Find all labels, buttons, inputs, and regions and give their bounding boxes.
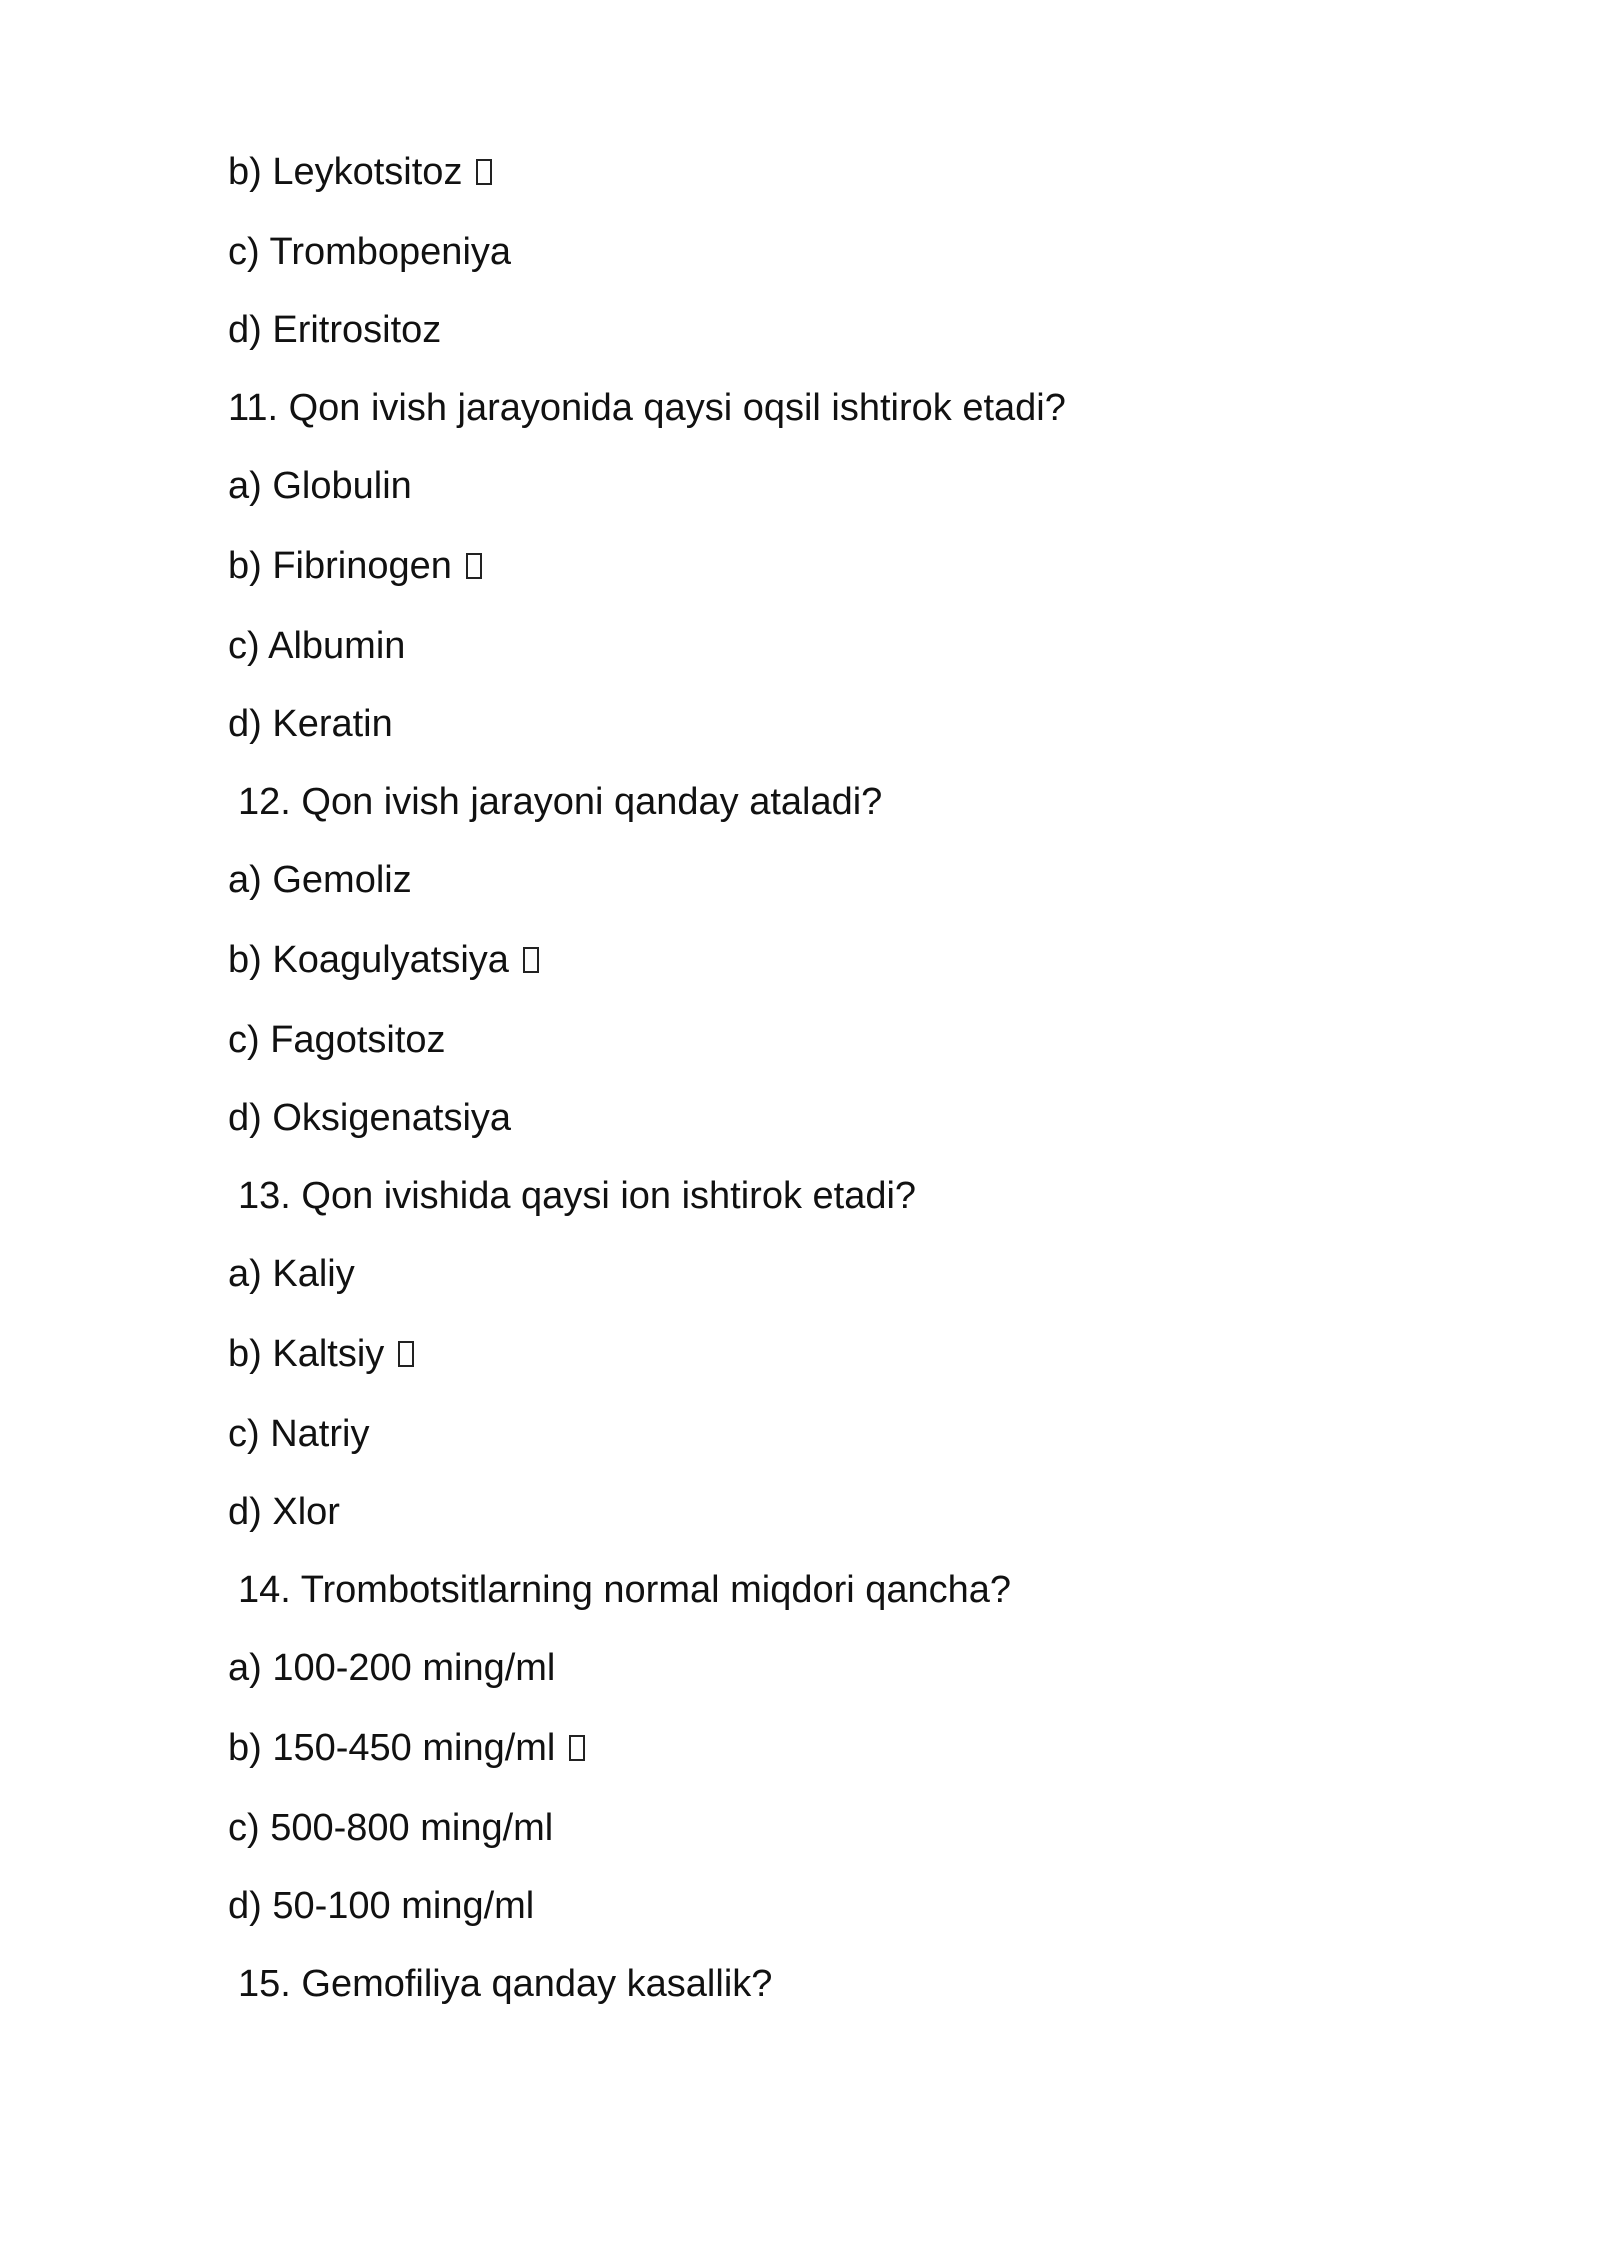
answer-text: b) Kaltsiy <box>228 1333 385 1375</box>
answer-option <box>228 306 1428 354</box>
answer-text: c) 500-800 ming/ml <box>228 1807 554 1849</box>
answer-option <box>228 936 1428 984</box>
answer-text: c) Fagotsitoz <box>228 1019 446 1061</box>
answer-text: b) Fibrinogen <box>228 545 452 587</box>
answer-option <box>228 1094 1428 1142</box>
answer-option <box>228 148 1428 196</box>
question-text: 11. Qon ivish jarayonida qaysi oqsil ishtirok etadi? <box>228 387 1066 429</box>
answer-option <box>228 700 1428 748</box>
answer-marker-icon <box>569 1735 585 1761</box>
answer-option <box>228 228 1428 276</box>
answer-option <box>228 1644 1428 1692</box>
answer-text: d) Oksigenatsiya <box>228 1097 512 1139</box>
answer-text: a) Kaliy <box>228 1253 355 1295</box>
answer-marker-icon <box>398 1341 414 1367</box>
answer-option <box>228 856 1428 904</box>
answer-text: c) Trombopeniya <box>228 231 512 273</box>
answer-option <box>228 462 1428 510</box>
question-line <box>228 1172 1428 1220</box>
answer-text: b) Leykotsitoz <box>228 151 463 193</box>
answer-option <box>228 542 1428 590</box>
answer-option <box>228 1804 1428 1852</box>
question-text: 13. Qon ivishida qaysi ion ishtirok etadi? <box>238 1175 917 1217</box>
answer-option <box>228 1330 1428 1378</box>
question-text: 15. Gemofiliya qanday kasallik? <box>238 1963 773 2005</box>
question-text: 12. Qon ivish jarayoni qanday ataladi? <box>238 781 883 823</box>
question-line <box>228 1566 1428 1614</box>
answer-option <box>228 1882 1428 1930</box>
answer-text: a) 100-200 ming/ml <box>228 1647 556 1689</box>
question-text: 14. Trombotsitlarning normal miqdori qancha? <box>238 1569 1012 1611</box>
answer-text: b) Koagulyatsiya <box>228 939 509 981</box>
answer-option <box>228 1410 1428 1458</box>
answer-marker-icon <box>523 947 539 973</box>
answer-text: b) 150-450 ming/ml <box>228 1727 556 1769</box>
answer-text: d) Eritrositoz <box>228 309 442 351</box>
answer-option <box>228 622 1428 670</box>
question-line <box>228 778 1428 826</box>
answer-text: a) Gemoliz <box>228 859 412 901</box>
answer-text: d) Xlor <box>228 1491 340 1533</box>
question-line <box>228 1960 1428 2008</box>
answer-option <box>228 1724 1428 1772</box>
answer-text: c) Albumin <box>228 625 406 667</box>
answer-text: a) Globulin <box>228 465 412 507</box>
answer-option <box>228 1250 1428 1298</box>
answer-option <box>228 1488 1428 1536</box>
answer-text: d) Keratin <box>228 703 393 745</box>
answer-text: c) Natriy <box>228 1413 370 1455</box>
answer-text: d) 50-100 ming/ml <box>228 1885 535 1927</box>
document-body <box>228 148 1428 2008</box>
question-line <box>228 384 1428 432</box>
answer-option <box>228 1016 1428 1064</box>
answer-marker-icon <box>476 159 492 185</box>
answer-marker-icon <box>466 553 482 579</box>
